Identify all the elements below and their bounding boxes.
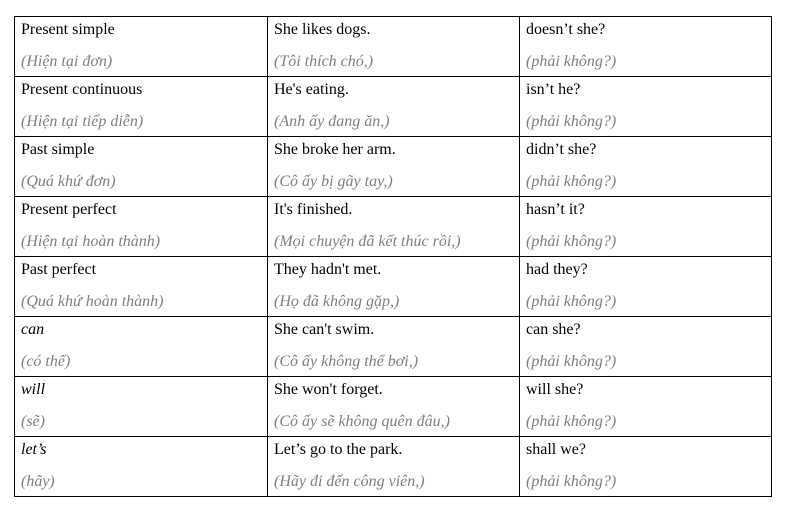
- example-cell: [268, 377, 520, 437]
- tense-translation: (Quá khứ hoàn thành): [21, 293, 164, 310]
- tag-translation: (phải không?): [526, 293, 617, 310]
- question-tag: hasn’t it?: [526, 201, 585, 218]
- tag-translation: (phải không?): [526, 413, 617, 430]
- question-tag: didn’t she?: [526, 141, 597, 158]
- example-cell: [268, 257, 520, 317]
- tag-translation: (phải không?): [526, 113, 617, 130]
- example-translation: (Hãy đi đến công viên,): [274, 473, 425, 490]
- tense-label: Present continuous: [21, 81, 143, 98]
- example-sentence: She likes dogs.: [274, 21, 371, 38]
- tense-label: Past simple: [21, 141, 95, 158]
- tag-cell: [520, 377, 772, 437]
- tense-translation: (Hiện tại đơn): [21, 53, 113, 70]
- example-translation: (Tôi thích chó,): [274, 53, 374, 70]
- tag-translation: (phải không?): [526, 53, 617, 70]
- tag-cell: [520, 77, 772, 137]
- tense-translation: (Quá khứ đơn): [21, 173, 116, 190]
- modal-translation: (sẽ): [21, 413, 45, 430]
- tense-label: Present perfect: [21, 201, 117, 218]
- example-cell: [268, 137, 520, 197]
- table-body: [15, 17, 772, 497]
- question-tag: shall we?: [526, 441, 586, 458]
- tag-question-table: [14, 16, 772, 497]
- example-translation: (Anh ấy đang ăn,): [274, 113, 390, 130]
- tense-cell: [15, 257, 268, 317]
- example-sentence: She won't forget.: [274, 381, 383, 398]
- example-translation: (Cô ấy không thể bơi,): [274, 353, 419, 370]
- tag-cell: [520, 137, 772, 197]
- tag-translation: (phải không?): [526, 473, 617, 490]
- table-row: [15, 257, 772, 317]
- example-translation: (Cô ấy sẽ không quên đâu,): [274, 413, 450, 430]
- tag-cell: [520, 257, 772, 317]
- example-sentence: She can't swim.: [274, 321, 375, 338]
- tense-label: Present simple: [21, 21, 115, 38]
- example-sentence: It's finished.: [274, 201, 353, 218]
- tense-cell: [15, 197, 268, 257]
- modal-label: will: [21, 381, 46, 398]
- tag-translation: (phải không?): [526, 173, 617, 190]
- tag-translation: (phải không?): [526, 353, 617, 370]
- table-row: [15, 437, 772, 497]
- tag-cell: [520, 197, 772, 257]
- example-translation: (Cô ấy bị gãy tay,): [274, 173, 393, 190]
- modal-cell: [15, 377, 268, 437]
- modal-translation: (có thể): [21, 353, 71, 370]
- tense-translation: (Hiện tại hoàn thành): [21, 233, 161, 250]
- question-tag: can she?: [526, 321, 581, 338]
- example-cell: [268, 17, 520, 77]
- table-row: [15, 317, 772, 377]
- example-translation: (Mọi chuyện đã kết thúc rồi,): [274, 233, 461, 250]
- example-sentence: They hadn't met.: [274, 261, 382, 278]
- example-sentence: She broke her arm.: [274, 141, 396, 158]
- example-sentence: He's eating.: [274, 81, 349, 98]
- modal-translation: (hãy): [21, 473, 55, 490]
- tag-cell: [520, 17, 772, 77]
- table-row: [15, 77, 772, 137]
- tense-cell: [15, 77, 268, 137]
- example-translation: (Họ đã không gặp,): [274, 293, 400, 310]
- table-row: [15, 197, 772, 257]
- example-cell: [268, 77, 520, 137]
- example-cell: [268, 437, 520, 497]
- modal-label: can: [21, 321, 45, 338]
- tag-cell: [520, 317, 772, 377]
- example-cell: [268, 197, 520, 257]
- question-tag: will she?: [526, 381, 584, 398]
- tense-cell: [15, 137, 268, 197]
- table-row: [15, 377, 772, 437]
- table-row: [15, 137, 772, 197]
- tag-translation: (phải không?): [526, 233, 617, 250]
- tense-translation: (Hiện tại tiếp diễn): [21, 113, 144, 130]
- example-sentence: Let’s go to the park.: [274, 441, 403, 458]
- tense-cell: [15, 17, 268, 77]
- modal-cell: [15, 317, 268, 377]
- tag-cell: [520, 437, 772, 497]
- question-tag: doesn’t she?: [526, 21, 606, 38]
- tense-label: Past perfect: [21, 261, 97, 278]
- example-cell: [268, 317, 520, 377]
- table-row: [15, 17, 772, 77]
- modal-cell: [15, 437, 268, 497]
- question-tag: had they?: [526, 261, 588, 278]
- question-tag: isn’t he?: [526, 81, 581, 98]
- modal-label: let’s: [21, 441, 47, 458]
